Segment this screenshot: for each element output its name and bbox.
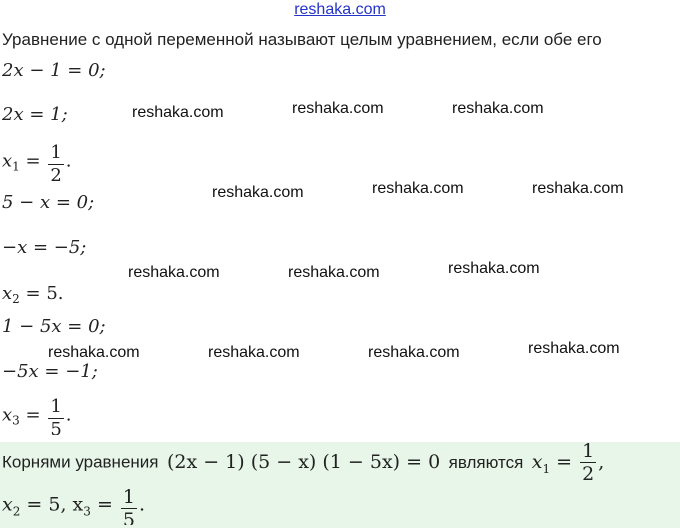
watermark: reshaka.com	[372, 180, 464, 197]
step-equation-2: 2x = 1;	[2, 104, 68, 125]
watermark: reshaka.com	[368, 344, 460, 361]
watermark: reshaka.com	[212, 184, 304, 201]
watermark: reshaka.com	[452, 100, 544, 117]
watermark: reshaka.com	[132, 104, 224, 121]
watermark: reshaka.com	[292, 100, 384, 117]
step-root-1: $x_1$ = $\frac{1}{2}$ .	[2, 142, 72, 181]
watermark: reshaka.com	[448, 260, 540, 277]
watermark: reshaka.com	[288, 264, 380, 281]
watermark: reshaka.com	[48, 344, 140, 361]
step-equation-4: −x = −5;	[2, 237, 87, 258]
step-equation-5: 1 − 5x = 0;	[2, 316, 106, 337]
answer-mid: являются	[448, 452, 524, 472]
answer-equation: (2x − 1) (5 − x) (1 − 5x) = 0	[166, 450, 441, 473]
step-root-2: $x_2 = 5$.	[2, 283, 64, 306]
watermark: reshaka.com	[208, 344, 300, 361]
watermark: reshaka.com	[528, 340, 620, 357]
watermark: reshaka.com	[128, 264, 220, 281]
answer-root-1: $x_1$ = $\frac{1}{2}$ ,	[531, 440, 605, 485]
answer-line-2: $x_2 = 5$, $x_3$ = $\frac{1}{5}$ .	[2, 486, 146, 525]
answer-prefix: Корнями уравнения	[2, 452, 159, 472]
step-equation-3: 5 − x = 0;	[2, 192, 95, 213]
site-link[interactable]: reshaka.com	[294, 1, 386, 18]
intro-text: Уравнение с одной переменной называют целым уравнением, если обе его	[2, 30, 602, 49]
answer-line-1	[2, 440, 604, 485]
step-root-3: $x_3$ = $\frac{1}{5}$ .	[2, 396, 72, 435]
step-equation-1: 2x − 1 = 0;	[2, 60, 106, 81]
step-equation-6: −5x = −1;	[2, 361, 98, 382]
watermark: reshaka.com	[532, 180, 624, 197]
